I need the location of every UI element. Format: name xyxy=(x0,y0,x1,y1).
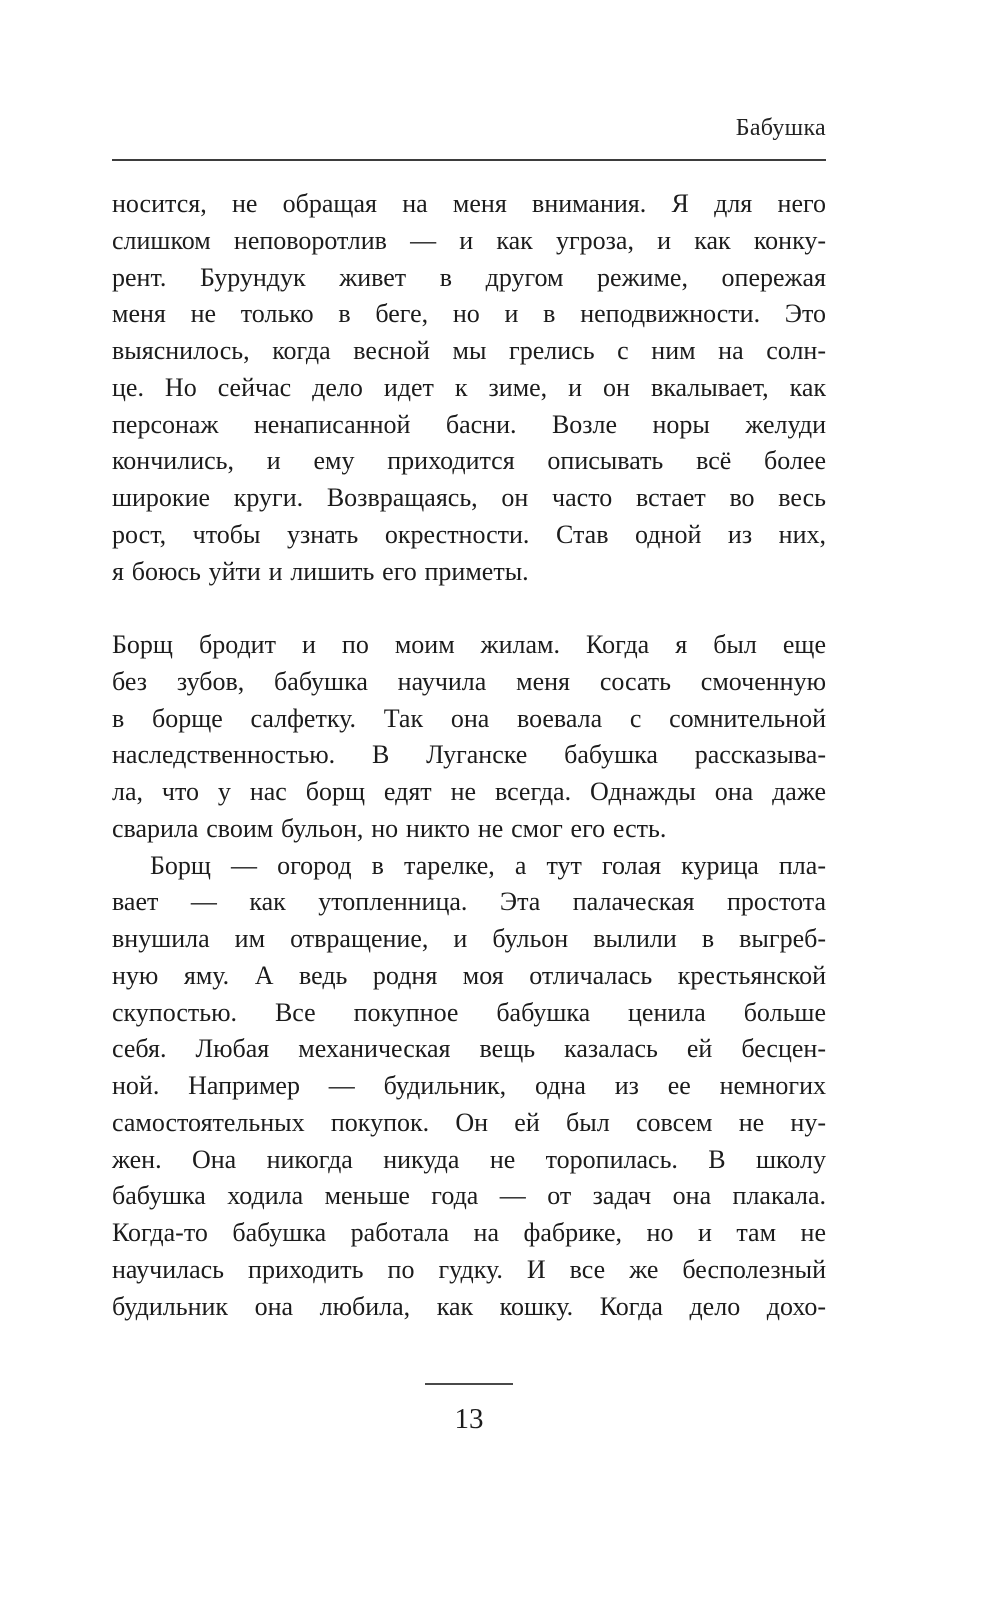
page-number: 13 xyxy=(454,1403,484,1435)
text-line: ной. Например — будильник, одна из ее немногих xyxy=(112,1071,826,1100)
text-line: наследственностью. В Луганске бабушка рассказыва- xyxy=(112,740,826,770)
text-line: рост, чтобы узнать окрестности. Став одной из них, xyxy=(112,519,826,549)
running-head-title: Бабушка xyxy=(735,115,826,141)
text-line: Борщ бродит и по моим жилам. Когда я был еще xyxy=(112,630,826,659)
text-line: сварила своим бульон, но никто не смог его есть. xyxy=(112,813,667,843)
text-line: в борще салфетку. Так она воевала с сомнительной xyxy=(112,703,826,733)
paragraph xyxy=(112,627,826,848)
text-line: я боюсь уйти и лишить его приметы. xyxy=(112,556,529,586)
text-line: себя. Любая механическая вещь казалась ей бесцен- xyxy=(112,1034,826,1064)
header-rule xyxy=(112,159,826,161)
text-line: жен. Она никогда никуда не торопилась. В школу xyxy=(112,1144,826,1174)
text-line: ную яму. А ведь родня моя отличалась крестьянской xyxy=(112,960,826,990)
text-line: персонаж ненаписанной басни. Возле норы желуди xyxy=(112,409,826,439)
text-line: Борщ — огород в тарелке, а тут голая курица пла- xyxy=(150,850,826,880)
paragraph xyxy=(112,848,826,1326)
text-line: самостоятельных покупок. Он ей был совсем не ну- xyxy=(112,1107,826,1137)
text-line: Когда-то бабушка работала на фабрике, но и там не xyxy=(112,1218,826,1247)
text-line: без зубов, бабушка научила меня сосать смоченную xyxy=(112,666,826,696)
text-line: рент. Бурундук живет в другом режиме, опережая xyxy=(112,262,826,292)
text-line: будильник она любила, как кошку. Когда дело дохо- xyxy=(112,1291,826,1321)
text-line: меня не только в беге, но и в неподвижности. Это xyxy=(112,299,826,329)
text-line: широкие круги. Возвращаясь, он часто встает во весь xyxy=(112,483,826,512)
text-line: научилась приходить по гудку. И все же бесполезный xyxy=(112,1254,826,1284)
text-line: ла, что у нас борщ едят не всегда. Однажды она даже xyxy=(112,777,826,806)
text-line: слишком неповоротлив — и как угроза, и как конку- xyxy=(112,225,826,255)
text-line: бабушка ходила меньше года — от задач она плакала. xyxy=(112,1181,826,1211)
text-line: вает — как утопленница. Эта палаческая простота xyxy=(112,887,826,917)
footer-divider xyxy=(425,1383,513,1385)
text-line: скупостью. Все покупное бабушка ценила больше xyxy=(112,997,826,1027)
text-line: це. Но сейчас дело идет к зиме, и он вкалывает, как xyxy=(112,372,826,402)
text-line: внушила им отвращение, и бульон вылили в выгреб- xyxy=(112,924,826,953)
text-line: кончились, и ему приходится описывать всё более xyxy=(112,446,826,476)
text-line: выяснилось, когда весной мы грелись с ним на солн- xyxy=(112,336,826,365)
text-line: носится, не обращая на меня внимания. Я для него xyxy=(112,189,826,218)
paragraph xyxy=(112,186,826,590)
body-text xyxy=(112,186,826,1325)
